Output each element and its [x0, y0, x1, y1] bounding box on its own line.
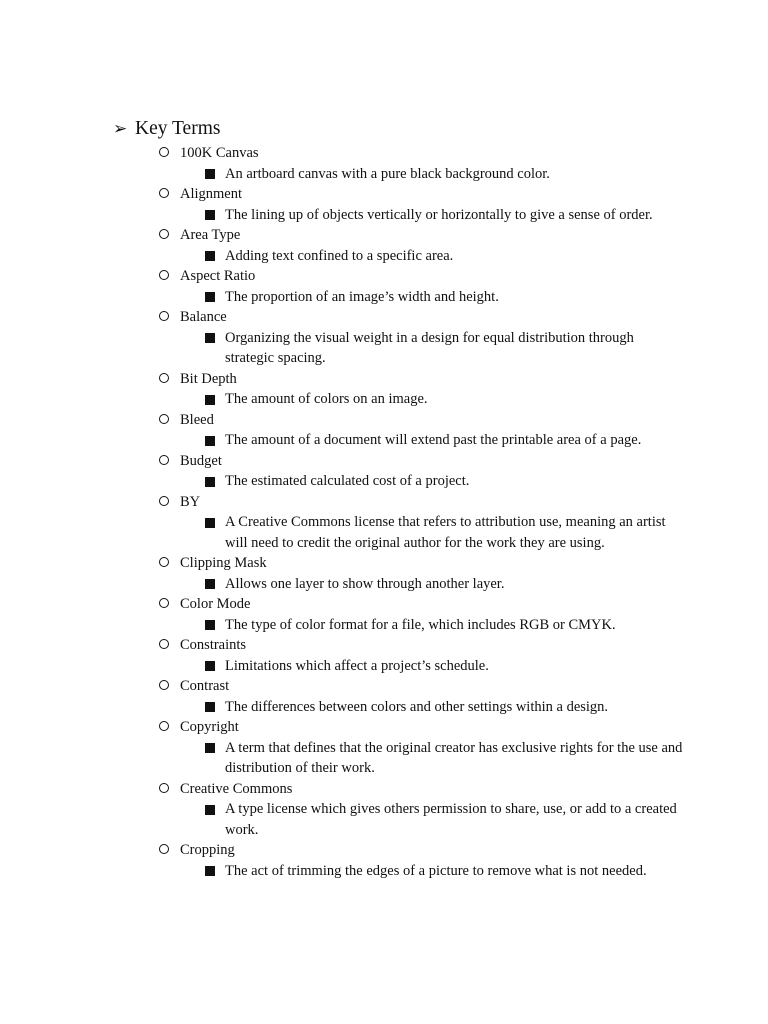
term-row	[0, 369, 768, 390]
filled-square-bullet-icon	[205, 251, 215, 261]
term-name: Constraints	[180, 637, 247, 653]
term-name: Budget	[180, 452, 222, 469]
definition-row	[0, 246, 685, 267]
term-row	[0, 676, 768, 697]
hollow-circle-bullet-icon	[159, 721, 169, 731]
hollow-circle-bullet-icon	[159, 147, 169, 157]
definition-row	[0, 799, 685, 840]
hollow-circle-bullet-icon	[159, 496, 169, 506]
definition-row	[0, 471, 685, 492]
term-definition: Allows one layer to show through another layer.	[225, 575, 505, 592]
definition-row	[0, 738, 685, 779]
term-row	[0, 266, 768, 287]
section-heading	[113, 117, 220, 141]
filled-square-bullet-icon	[205, 743, 215, 753]
definition-row	[0, 430, 685, 451]
term-name: Clipping Mask	[180, 555, 267, 571]
hollow-circle-bullet-icon	[159, 455, 169, 465]
filled-square-bullet-icon	[205, 292, 215, 302]
hollow-circle-bullet-icon	[159, 844, 169, 854]
term-item	[0, 635, 768, 676]
term-item	[0, 553, 768, 594]
section-title: Key Terms	[135, 118, 221, 139]
definition-row	[0, 287, 685, 308]
term-definition: The differences between colors and other settings within a design.	[225, 698, 609, 715]
filled-square-bullet-icon	[205, 436, 215, 446]
term-item	[0, 410, 768, 451]
term-definition: The amount of colors on an image.	[225, 391, 428, 407]
term-definition: An artboard canvas with a pure black background color.	[225, 165, 550, 182]
term-item	[0, 840, 768, 881]
term-item	[0, 717, 768, 779]
hollow-circle-bullet-icon	[159, 639, 169, 649]
term-item	[0, 779, 768, 841]
term-definition: The type of color format for a file, which includes RGB or CMYK.	[225, 616, 616, 633]
term-definition: Organizing the visual weight in a design for equal distribution through strategic spacing.	[225, 329, 634, 366]
term-definition: The amount of a document will extend past the printable area of a page.	[225, 432, 642, 448]
definition-row	[0, 697, 685, 718]
key-terms-list	[0, 143, 768, 881]
filled-square-bullet-icon	[205, 518, 215, 528]
term-name: Balance	[180, 309, 227, 325]
term-item	[0, 492, 768, 554]
filled-square-bullet-icon	[205, 477, 215, 487]
hollow-circle-bullet-icon	[159, 229, 169, 239]
term-definition: The act of trimming the edges of a picture to remove what is not needed.	[225, 862, 647, 879]
term-name: Contrast	[180, 678, 230, 694]
term-definition: The estimated calculated cost of a project.	[225, 473, 470, 489]
term-item	[0, 225, 768, 266]
term-name: Cropping	[180, 842, 235, 858]
term-name: Bleed	[180, 411, 214, 428]
term-row	[0, 184, 768, 205]
filled-square-bullet-icon	[205, 702, 215, 712]
term-item	[0, 676, 768, 717]
arrow-bullet-icon: ➢	[113, 119, 128, 138]
term-row	[0, 225, 768, 246]
term-definition: A type license which gives others permission to share, use, or add to a created work.	[225, 801, 677, 838]
term-definition: A Creative Commons license that refers to attribution use, meaning an artist will need to credit the original author for the work they are using.	[225, 514, 666, 551]
hollow-circle-bullet-icon	[159, 783, 169, 793]
filled-square-bullet-icon	[205, 333, 215, 343]
filled-square-bullet-icon	[205, 661, 215, 671]
hollow-circle-bullet-icon	[159, 414, 169, 424]
term-row	[0, 779, 768, 800]
term-name: Copyright	[180, 719, 239, 735]
hollow-circle-bullet-icon	[159, 270, 169, 280]
term-name: 100K Canvas	[180, 145, 259, 161]
filled-square-bullet-icon	[205, 579, 215, 589]
term-definition: The proportion of an image’s width and height.	[225, 288, 499, 305]
hollow-circle-bullet-icon	[159, 373, 169, 383]
term-item	[0, 307, 768, 369]
filled-square-bullet-icon	[205, 805, 215, 815]
term-row	[0, 840, 768, 861]
term-definition: The lining up of objects vertically or horizontally to give a sense of order.	[225, 206, 653, 223]
term-row	[0, 307, 768, 328]
term-row	[0, 717, 768, 738]
term-row	[0, 635, 768, 656]
term-row	[0, 410, 768, 431]
term-item	[0, 369, 768, 410]
filled-square-bullet-icon	[205, 169, 215, 179]
filled-square-bullet-icon	[205, 395, 215, 405]
definition-row	[0, 656, 685, 677]
definition-row	[0, 574, 685, 595]
term-name: Bit Depth	[180, 370, 237, 387]
hollow-circle-bullet-icon	[159, 311, 169, 321]
term-row	[0, 594, 768, 615]
term-definition: Limitations which affect a project’s schedule.	[225, 657, 489, 674]
term-item	[0, 184, 768, 225]
term-definition: Adding text confined to a specific area.	[225, 247, 454, 264]
definition-row	[0, 512, 685, 553]
term-item	[0, 266, 768, 307]
term-name: Color Mode	[180, 596, 251, 612]
definition-row	[0, 389, 685, 410]
definition-row	[0, 164, 685, 185]
filled-square-bullet-icon	[205, 866, 215, 876]
term-name: Creative Commons	[180, 780, 293, 797]
filled-square-bullet-icon	[205, 210, 215, 220]
term-item	[0, 594, 768, 635]
definition-row	[0, 328, 685, 369]
term-item	[0, 143, 768, 184]
term-row	[0, 451, 768, 472]
term-name: Aspect Ratio	[180, 268, 256, 284]
hollow-circle-bullet-icon	[159, 557, 169, 567]
term-name: Area Type	[180, 227, 241, 243]
filled-square-bullet-icon	[205, 620, 215, 630]
hollow-circle-bullet-icon	[159, 598, 169, 608]
definition-row	[0, 205, 685, 226]
term-name: Alignment	[180, 186, 243, 202]
term-row	[0, 553, 768, 574]
term-name: BY	[180, 493, 201, 510]
term-row	[0, 492, 768, 513]
hollow-circle-bullet-icon	[159, 188, 169, 198]
definition-row	[0, 615, 685, 636]
definition-row	[0, 861, 685, 882]
hollow-circle-bullet-icon	[159, 680, 169, 690]
term-definition: A term that defines that the original creator has exclusive rights for the use and distribution of their work.	[225, 739, 683, 776]
term-row	[0, 143, 768, 164]
term-item	[0, 451, 768, 492]
